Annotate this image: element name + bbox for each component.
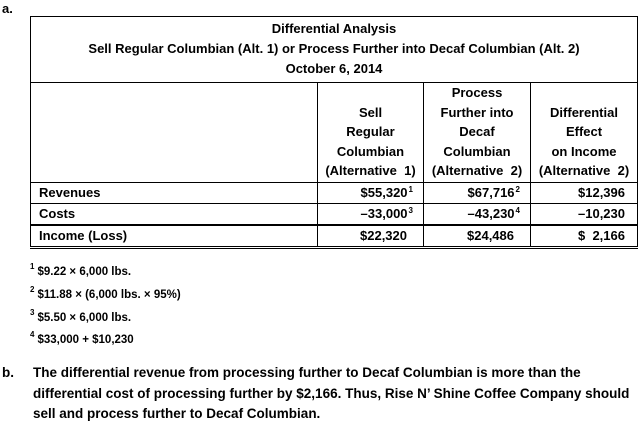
- table-title: Differential Analysis: [271, 21, 397, 36]
- footnote-3: $^3$ $5.50 × 6,000 lbs.: [30, 308, 132, 324]
- costs-alt2: –43,230$^4$: [424, 203, 531, 225]
- row-label: Income (Loss): [31, 225, 318, 248]
- table-row-revenues: [31, 182, 638, 203]
- income-alt1: $22,320: [318, 225, 424, 248]
- income-alt2: $24,486: [424, 225, 531, 248]
- column-header-blank: [31, 83, 318, 183]
- footnote-ref: 4: [515, 205, 520, 215]
- part-b-label: b.: [2, 365, 14, 380]
- table-subtitle: Sell Regular Columbian (Alt. 1) or Process Further into Decaf Columbian (Alt. 2): [88, 41, 580, 56]
- row-label: Costs: [31, 203, 318, 225]
- table-date: October 6, 2014: [285, 61, 383, 76]
- costs-alt1: –33,000$^3$: [318, 203, 424, 225]
- footnote-2: $^2$ $11.88 × (6,000 lbs. × 95%): [30, 285, 181, 301]
- table-header: [31, 17, 638, 83]
- differential-analysis-table: [30, 16, 638, 249]
- column-header-differential: Differential Effect on Income (Alternative 2): [531, 83, 638, 183]
- revenues-differential: $12,396: [531, 182, 638, 203]
- revenues-alt1: $55,320$^1$: [318, 182, 424, 203]
- table-row-costs: [31, 203, 638, 225]
- part-b-answer: [2, 363, 634, 425]
- footnote-ref: 1: [408, 184, 413, 194]
- row-label: Revenues: [31, 182, 318, 203]
- revenues-alt2: $67,716$^2$: [424, 182, 531, 203]
- footnote-1: $^1$ $9.22 × 6,000 lbs.: [30, 262, 132, 278]
- column-header-alt1: Sell Regular Columbian (Alternative 1): [318, 83, 424, 183]
- footnote-ref: 2: [515, 184, 520, 194]
- footnote-4: $^4$ $33,000 + $10,230: [30, 330, 134, 346]
- column-header-alt2: Process Further into Decaf Columbian (Alternative 2): [424, 83, 531, 183]
- footnote-ref: 3: [408, 205, 413, 215]
- costs-differential: –10,230: [531, 203, 638, 225]
- table-row-income: [31, 225, 638, 248]
- part-a-label: a.: [2, 1, 13, 16]
- part-b-text: The differential revenue from processing further to Decaf Columbian is more than the differential cost of processing further by $2,166. Thus, Rise N’ Shine Coffee Company should sell and process further to Decaf Columbian.: [33, 365, 630, 421]
- income-differential: $ 2,166: [531, 225, 638, 248]
